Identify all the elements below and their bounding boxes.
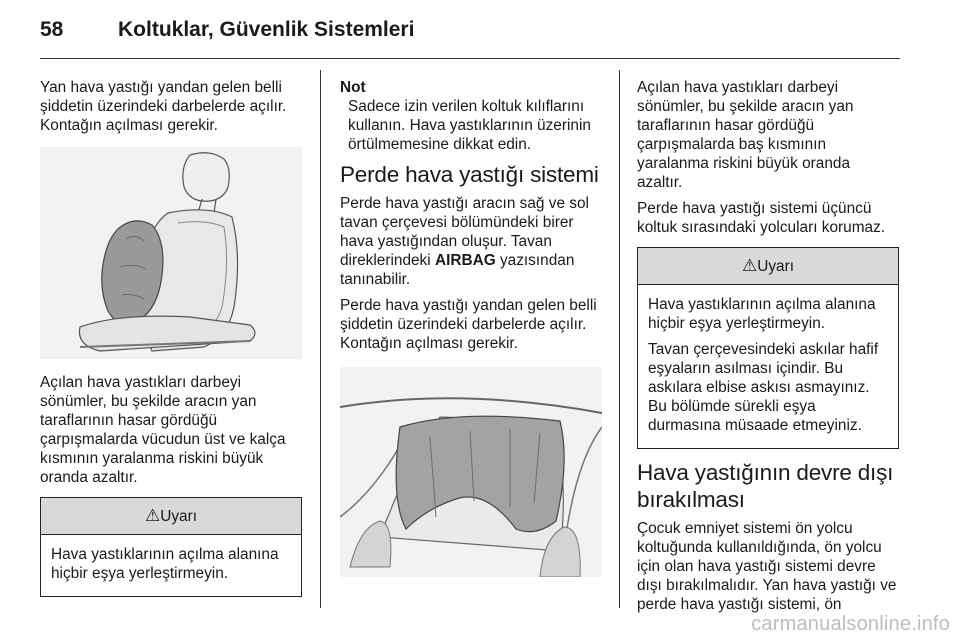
warning-text: Hava yastıklarının açılma alanına hiçbir eşya yerleştirmeyin. [51,546,279,582]
curtain-airbag-heading: Perde hava yastığı sistemi [340,162,599,187]
warning-text: Hava yastıklarının açılma alanına hiçbir eşya yerleştirmeyin. [648,296,876,332]
seat-airbag-illustration [40,147,302,359]
curtain-airbag-figure [340,367,602,577]
curtain-airbag-illustration [340,367,602,577]
warning-body [638,285,898,448]
warning-box [637,247,899,449]
warning-text: Tavan çerçevesindeki askılar hafif eşyaların asılması içindir. Bu askılara elbise askısı asmayınız. Bu bölümde sürekli eşya durmasına müsaade etmeyiniz. [648,341,879,434]
chapter-title: Koltuklar, Güvenlik Sistemleri [118,18,415,41]
warning-title: Uyarı [757,258,795,275]
deactivation-heading: Hava yastığının devre dışı bırakılması [637,460,894,512]
warning-icon: ⚠ [144,506,161,525]
column-divider [320,70,321,608]
third-row-note: Perde hava yastığı sistemi üçüncü koltuk sırasındaki yolcuları korumaz. [637,200,886,236]
warning-icon: ⚠ [741,256,758,275]
side-airbag-effect: Açılan hava yastıkları darbeyi sönümler, bu şekilde aracın yan taraflarının hasar gördüğü çarpışmalarda vücudun üst ve kalça kısmının yaralanma riskini büyük oranda azaltır. [40,374,286,486]
warning-header [41,498,301,535]
curtain-airbag-deploy: Perde hava yastığı yandan gelen belli şiddetin üzerindeki darbelerde açılır. Kontağın açılması gerekir. [340,297,597,352]
page-number: 58 [40,18,64,41]
column-middle [340,78,602,577]
curtain-desc-part1: Perde hava yastığı aracın sağ ve sol tavan çerçevesi bölümündeki birer hava yastığından oluşur. Tavan direklerindeki [340,195,589,269]
curtain-desc-part2: yazısından tanınabilir. [340,252,575,288]
note-text: Sadece izin verilen koltuk kılıflarını kullanın. Hava yastıklarının üzerinin örtülmemesine dikkat edin. [348,98,591,153]
curtain-airbag-effect: Açılan hava yastıkları darbeyi sönümler, bu şekilde aracın yan taraflarının hasar gördüğü çarpışmalarda baş kısmının yaralanma riskini büyük oranda azaltır. [637,79,854,191]
side-airbag-figure [40,147,302,359]
column-right [637,78,899,621]
warning-body [41,535,301,596]
watermark: carmanualsonline.info [751,613,950,635]
warning-title: Uyarı [160,508,198,525]
column-divider [619,70,620,608]
deactivation-text: Çocuk emniyet sistemi ön yolcu koltuğunda kullanıldığında, ön yolcu için olan hava yastığı sistemi devre dışı bırakılmalıdır. Yan hava yastığı ve perde hava yastığı sistemi, ön [637,520,897,613]
note-label: Not [340,79,366,96]
warning-box [40,497,302,597]
airbag-keyword: AIRBAG [434,252,496,269]
curtain-airbag-description [340,194,602,289]
side-airbag-intro: Yan hava yastığı yandan gelen belli şiddetin üzerindeki darbelerde açılır. Kontağın açılması gerekir. [40,79,287,134]
warning-header [638,248,898,285]
column-left [40,78,302,597]
header-divider [40,58,900,59]
page-header [40,18,920,48]
